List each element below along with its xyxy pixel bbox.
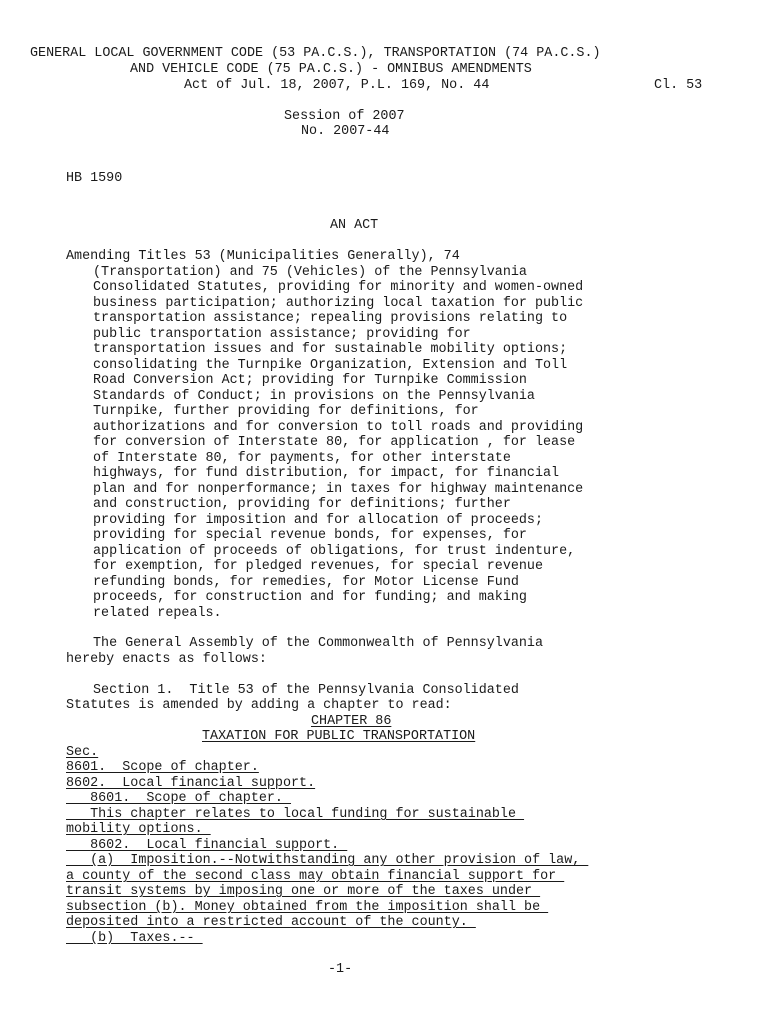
- enacting-clause-line-1: The General Assembly of the Commonwealth of Pennsylvania: [93, 636, 543, 651]
- section-8601-heading: 8601. Scope of chapter.: [90, 791, 292, 806]
- amending-line: proceeds, for construction and for funding; and making: [93, 590, 527, 605]
- amending-line: plan and for nonperformance; in taxes for highway maintenance: [93, 481, 584, 497]
- amending-first-line: Amending Titles 53 (Municipalities Generally), 74: [66, 249, 460, 264]
- amending-line: authorizations and for conversion to toll roads and providing: [93, 419, 584, 435]
- enacting-clause-line-2: hereby enacts as follows:: [66, 652, 267, 667]
- section-8601-text: mobility options.: [66, 822, 211, 837]
- section-8601-text: This chapter relates to local funding for sustainable: [90, 807, 525, 822]
- toc-sec-label: Sec.: [66, 745, 99, 760]
- chapter-title: TAXATION FOR PUBLIC TRANSPORTATION: [202, 729, 476, 744]
- chapter-number: CHAPTER 86: [311, 714, 392, 729]
- amending-line: for conversion of Interstate 80, for application , for lease: [93, 435, 576, 450]
- amending-line: providing for imposition and for allocation of proceeds;: [93, 512, 543, 528]
- amending-line: (Transportation) and 75 (Vehicles) of the Pennsylvania: [93, 264, 527, 280]
- session-year: Session of 2007: [284, 109, 405, 124]
- header-title-line-2: AND VEHICLE CODE (75 PA.C.S.) - OMNIBUS AMENDMENTS: [130, 62, 532, 77]
- subsection-a-line: deposited into a restricted account of the county.: [66, 915, 476, 930]
- amending-paragraph: [93, 265, 583, 622]
- amending-line: public transportation assistance; providing for: [93, 326, 471, 342]
- amending-line: related repeals.: [93, 605, 222, 621]
- subsection-a-line: subsection (b). Money obtained from the imposition shall be: [66, 900, 549, 915]
- amending-line: highways, for fund distribution, for impact, for financial: [93, 466, 560, 481]
- subsection-b-heading: (b) Taxes.--: [90, 931, 203, 946]
- amending-line: application of proceeds of obligations, for trust indenture,: [93, 543, 576, 559]
- act-heading: AN ACT: [330, 218, 379, 233]
- bill-number: HB 1590: [66, 171, 123, 186]
- act-citation: Act of Jul. 18, 2007, P.L. 169, No. 44: [184, 78, 490, 93]
- amending-line: refunding bonds, for remedies, for Motor License Fund: [93, 574, 519, 590]
- section-1-line-1: Section 1. Title 53 of the Pennsylvania Consolidated: [93, 683, 519, 698]
- toc-item: 8601. Scope of chapter.: [66, 760, 259, 775]
- section-8602-heading: 8602. Local financial support.: [90, 838, 348, 853]
- amending-line: Turnpike, further providing for definitions, for: [93, 404, 479, 419]
- amending-line: consolidating the Turnpike Organization, Extension and Toll: [93, 357, 568, 373]
- subsection-a-line: (a) Imposition.--Notwithstanding any other provision of law,: [90, 853, 589, 868]
- amending-line: Road Conversion Act; providing for Turnpike Commission: [93, 373, 527, 388]
- amending-line: for exemption, for pledged revenues, for special revenue: [93, 559, 543, 574]
- amending-line: of Interstate 80, for payments, for other interstate: [93, 450, 511, 466]
- amending-line: transportation issues and for sustainable mobility options;: [93, 342, 568, 357]
- subsection-a-line: a county of the second class may obtain financial support for: [66, 869, 565, 884]
- page-number: -1-: [328, 962, 353, 977]
- amending-line: and construction, providing for definitions; further: [93, 497, 511, 512]
- amending-line: business participation; authorizing local taxation for public: [93, 295, 584, 311]
- amending-line: Consolidated Statutes, providing for minority and women-owned: [93, 280, 584, 295]
- class-label: Cl. 53: [654, 78, 703, 93]
- amending-line: Standards of Conduct; in provisions on the Pennsylvania: [93, 388, 535, 404]
- toc-item: 8602. Local financial support.: [66, 776, 316, 791]
- amending-line: providing for special revenue bonds, for expenses, for: [93, 528, 527, 543]
- subsection-a-line: transit systems by imposing one or more of the taxes under: [66, 884, 541, 899]
- session-number: No. 2007-44: [301, 124, 390, 139]
- header-title-line-1: GENERAL LOCAL GOVERNMENT CODE (53 PA.C.S.), TRANSPORTATION (74 PA.C.S.): [30, 46, 601, 61]
- amending-line: transportation assistance; repealing provisions relating to: [93, 311, 568, 326]
- section-1-line-2: Statutes is amended by adding a chapter to read:: [66, 698, 452, 713]
